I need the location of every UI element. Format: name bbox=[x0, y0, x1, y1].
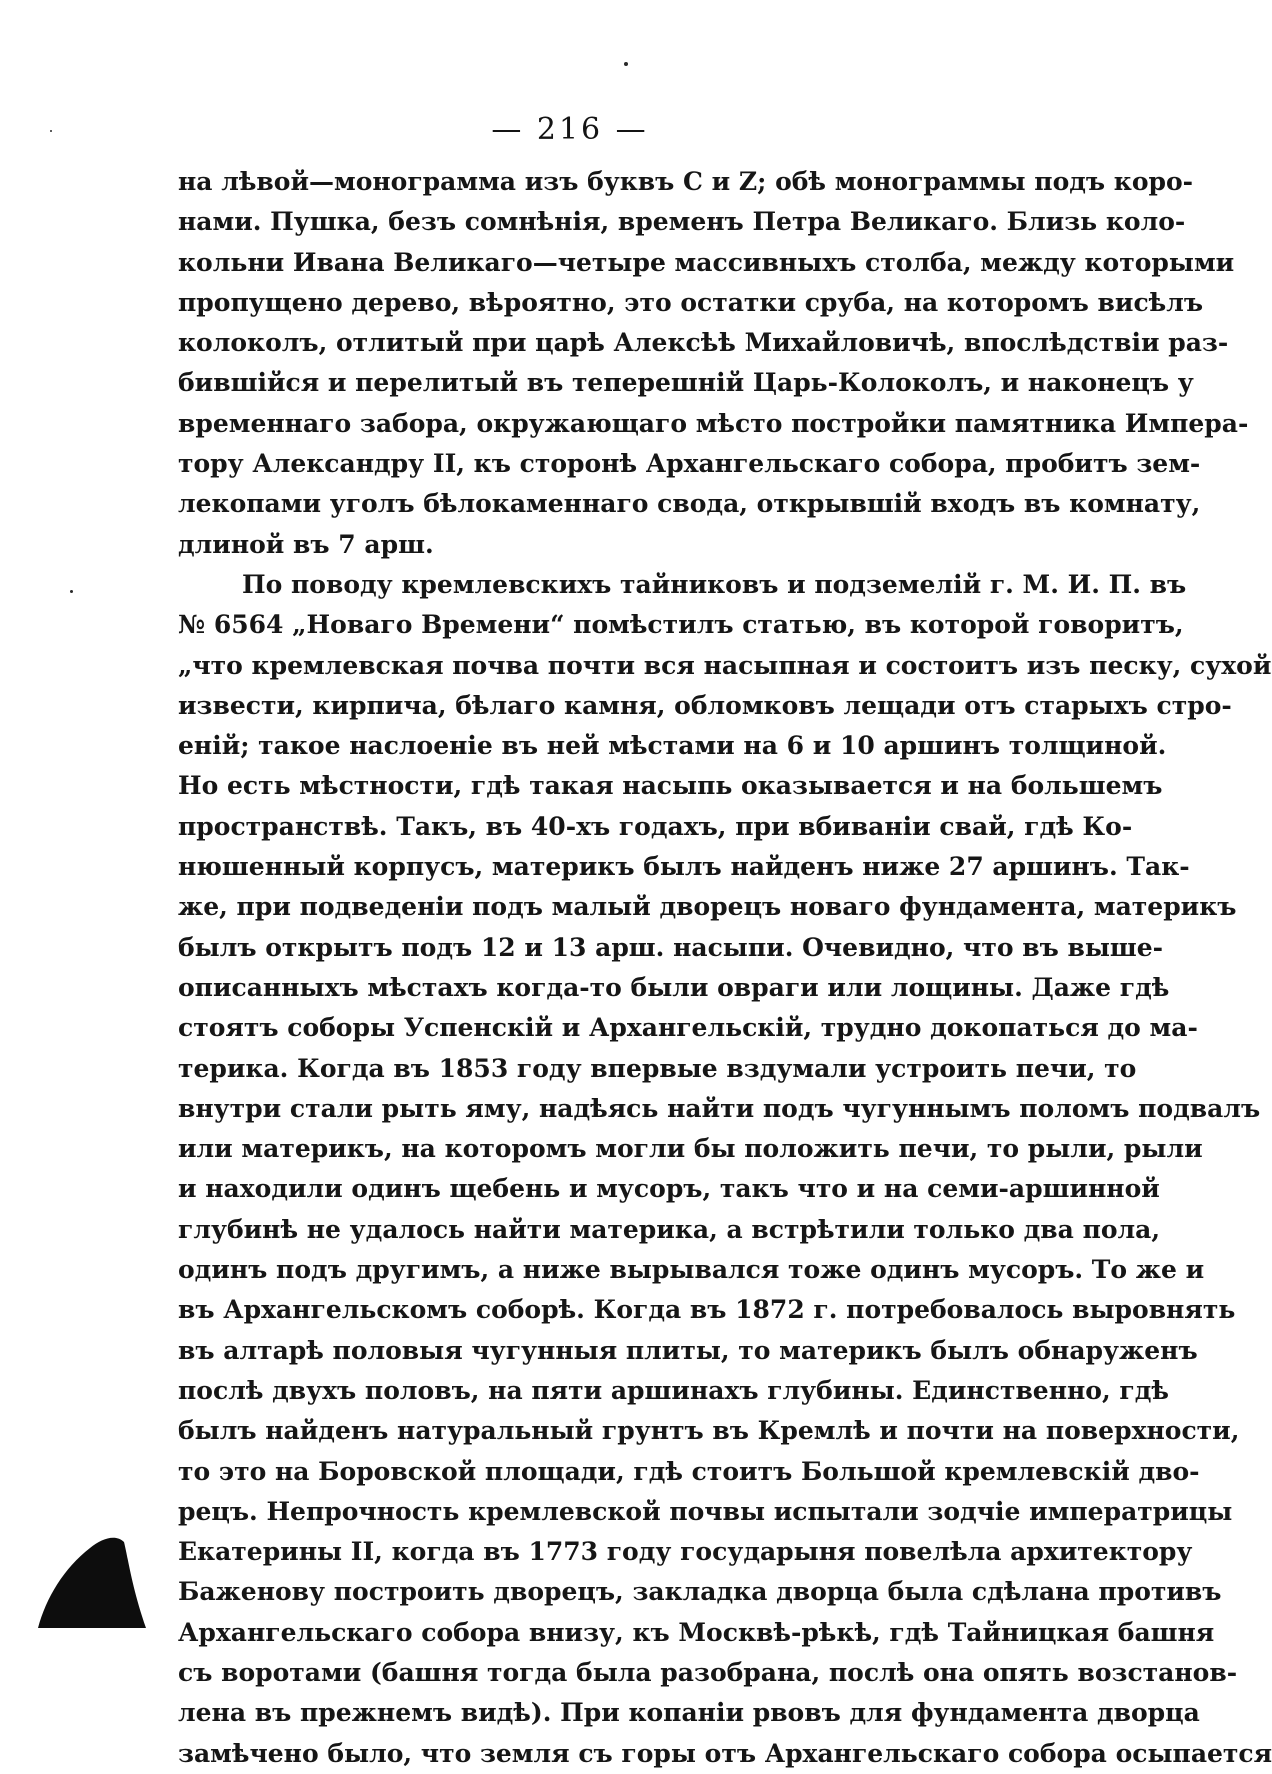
ink-speck bbox=[624, 62, 628, 66]
page-corner-stain bbox=[38, 1528, 146, 1628]
page-number: — 216 — bbox=[491, 112, 649, 147]
text-line: и находили одинъ щебень и мусоръ, такъ что и на семи-аршинной bbox=[178, 1174, 1160, 1204]
text-line: пространствѣ. Такъ, въ 40-хъ годахъ, при вбиваніи свай, гдѣ Ко- bbox=[178, 811, 1133, 841]
text-line: послѣ двухъ половъ, на пяти аршинахъ глубины. Единственно, гдѣ bbox=[178, 1375, 1169, 1405]
text-line: Баженову построить дворецъ, закладка дворца была сдѣлана противъ bbox=[178, 1577, 1222, 1607]
text-line: замѣчено было, что земля съ горы отъ Архангельскаго собора осыпается bbox=[178, 1738, 1272, 1768]
text-line: № 6564 „Новаго Времени“ помѣстилъ статью, въ которой говоритъ, bbox=[178, 610, 1184, 640]
text-line: колоколъ, отлитый при царѣ Алексѣѣ Михайловичѣ, впослѣдствіи раз- bbox=[178, 328, 1229, 358]
text-line: нюшенный корпусъ, материкъ былъ найденъ ниже 27 аршинъ. Так- bbox=[178, 852, 1190, 882]
text-line: Архангельскаго собора внизу, къ Москвѣ-рѣкѣ, гдѣ Тайницкая башня bbox=[178, 1617, 1215, 1647]
text-line: извести, кирпича, бѣлаго камня, обломковъ лещади отъ старыхъ стро- bbox=[178, 690, 1232, 720]
text-line: же, при подведеніи подъ малый дворецъ новаго фундамента, материкъ bbox=[178, 892, 1237, 922]
text-line: рецъ. Непрочность кремлевской почвы испытали зодчіе императрицы bbox=[178, 1496, 1233, 1526]
text-line: бившійся и перелитый въ теперешній Царь-Колоколъ, и наконецъ у bbox=[178, 368, 1194, 398]
text-line: По поводу кремлевскихъ тайниковъ и подземелій г. М. И. П. въ bbox=[242, 569, 1187, 599]
text-line: былъ найденъ натуральный грунтъ въ Кремлѣ и почти на поверхности, bbox=[178, 1416, 1240, 1446]
text-line: терика. Когда въ 1853 году впервые вздумали устроить печи, то bbox=[178, 1053, 1137, 1083]
text-line: на лѣвой—монограмма изъ буквъ C и Z; обѣ монограммы подъ коро- bbox=[178, 167, 1194, 196]
text-line: лекопами уголъ бѣлокаменнаго свода, открывшій входъ въ комнату, bbox=[178, 489, 1201, 519]
text-line: Екатерины II, когда въ 1773 году государыня повелѣла архитектору bbox=[178, 1537, 1193, 1567]
text-line: Но есть мѣстности, гдѣ такая насыпь оказывается и на большемъ bbox=[178, 771, 1163, 801]
text-line: длиной въ 7 арш. bbox=[178, 529, 434, 559]
text-line: „что кремлевская почва почти вся насыпная и состоитъ изъ песку, сухой bbox=[178, 650, 1272, 680]
text-line: или материкъ, на которомъ могли бы положить печи, то рыли, рыли bbox=[178, 1134, 1203, 1164]
text-line: нами. Пушка, безъ сомнѣнія, временъ Петра Великаго. Близь коло- bbox=[178, 207, 1186, 237]
text-line: описанныхъ мѣстахъ когда-то были овраги или лощины. Даже гдѣ bbox=[178, 972, 1170, 1002]
text-line: въ алтарѣ половыя чугунныя плиты, то материкъ былъ обнаруженъ bbox=[178, 1335, 1198, 1365]
text-line: еній; такое наслоеніе въ ней мѣстами на 6 и 10 аршинъ толщиной. bbox=[178, 731, 1167, 761]
text-line: въ Архангельскомъ соборѣ. Когда въ 1872 г. потребовалось выровнять bbox=[178, 1295, 1236, 1325]
text-line: стоятъ соборы Успенскій и Архангельскій, трудно докопаться до ма- bbox=[178, 1013, 1198, 1043]
body-text bbox=[178, 162, 1272, 1774]
text-line: кольни Ивана Великаго—четыре массивныхъ столба, между которыми bbox=[178, 247, 1235, 277]
text-line: былъ открытъ подъ 12 и 13 арш. насыпи. Очевидно, что въ выше- bbox=[178, 932, 1164, 962]
text-line: то это на Боровской площади, гдѣ стоитъ Большой кремлевскій дво- bbox=[178, 1456, 1200, 1486]
text-line: одинъ подъ другимъ, а ниже вырывался тоже одинъ мусоръ. То же и bbox=[178, 1255, 1205, 1285]
text-line: съ воротами (башня тогда была разобрана, послѣ она опять возстанов- bbox=[178, 1657, 1238, 1687]
text-line: пропущено дерево, вѣроятно, это остатки сруба, на которомъ висѣлъ bbox=[178, 287, 1204, 317]
text-line: глубинѣ не удалось найти материка, а встрѣтили только два пола, bbox=[178, 1214, 1161, 1244]
text-line: временнаго забора, окружающаго мѣсто постройки памятника Импера- bbox=[178, 408, 1249, 438]
text-line: внутри стали рыть яму, надѣясь найти подъ чугуннымъ поломъ подвалъ bbox=[178, 1093, 1261, 1123]
ink-speck bbox=[70, 590, 73, 593]
text-line: лена въ прежнемъ видѣ). При копаніи рвовъ для фундамента дворца bbox=[178, 1698, 1200, 1728]
text-line: тору Александру II, къ сторонѣ Архангельскаго собора, пробитъ зем- bbox=[178, 449, 1201, 479]
